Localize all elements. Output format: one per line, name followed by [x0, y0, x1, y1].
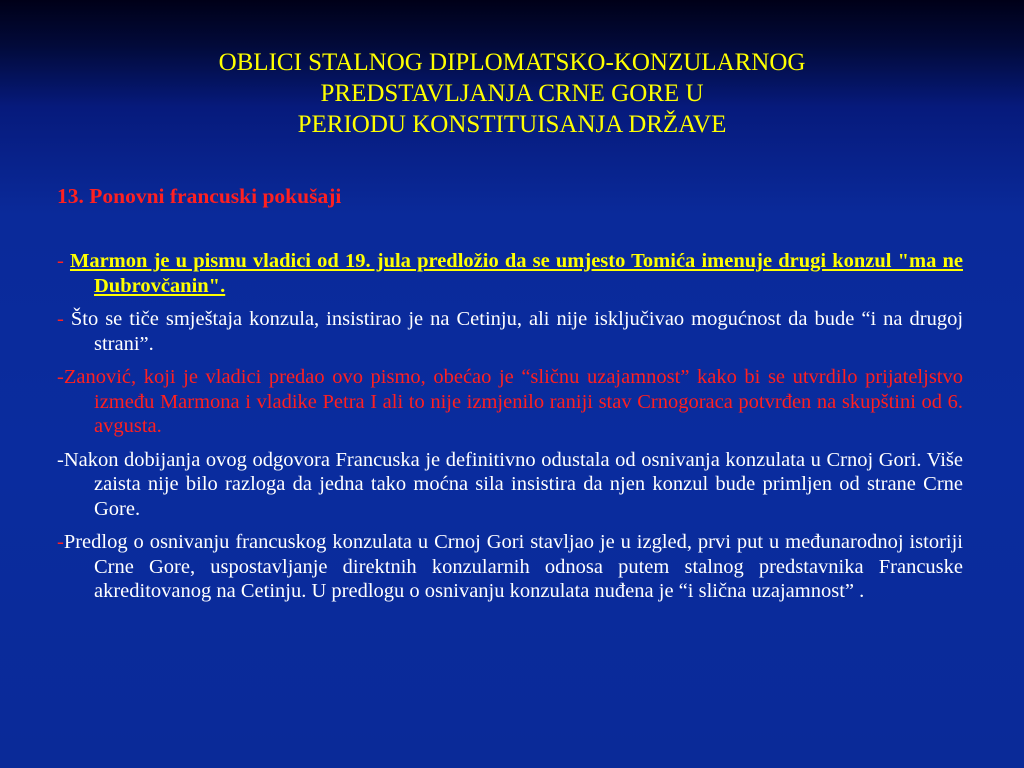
- paragraph-text: Zanović, koji je vladici predao ovo pismo, obećao je “sličnu uzajamnost” kako bi se utvrdilo prijateljstvo između Marmona i vladike Petra I ali to nije izmjenilo raniji stav Crnogoraca potvrđen na skupštini od 6. avgusta.: [63, 366, 963, 437]
- paragraph-text: Što se tiče smještaja konzula, insistirao je na Cetinju, ali nije isključivao mogućnost da bude “i na drugoj strani”.: [70, 308, 964, 355]
- paragraph-zanovic: [57, 365, 963, 439]
- paragraph-marmon: [57, 249, 963, 298]
- bullet-dash: -: [57, 250, 70, 272]
- paragraph-predlog: [57, 530, 963, 604]
- paragraph-text: Nakon dobijanja ovog odgovora Francuska je definitivno odustala od osnivanja konzulata u Crnoj Gori. Više zaista nije bilo razloga da jedna tako moćna sila insistira da njen konzul bude primljen od strane Crne Gore.: [63, 448, 963, 520]
- bullet-dash: -: [57, 366, 64, 388]
- bullet-dash: -: [57, 531, 64, 553]
- bullet-dash: -: [57, 448, 64, 471]
- title-line: PREDSTAVLJANJA CRNE GORE U: [320, 80, 704, 107]
- section-heading: 13. Ponovni francuski pokušaji: [57, 184, 342, 208]
- slide-title: [60, 47, 964, 140]
- title-line: OBLICI STALNOG DIPLOMATSKO-KONZULARNOG: [218, 49, 806, 76]
- title-line: PERIODU KONSTITUISANJA DRŽAVE: [297, 111, 727, 138]
- slide-body: [57, 249, 963, 613]
- paragraph-smjestaj: [57, 307, 963, 356]
- paragraph-text: Predlog o osnivanju francuskog konzulata u Crnoj Gori stavljao je u izgled, prvi put u međunarodnoj istoriji Crne Gore, uspostavljanje direktnih konzularnih odnosa putem stalnog predstavnika Francuske akreditovanog na Cetinju. U predlogu o osnivanju konzulata nuđena je “i slična uzajamnost” .: [63, 531, 963, 602]
- paragraph-nakon: [57, 448, 963, 522]
- paragraph-text: Marmon je u pismu vladici od 19. jula predložio da se umjesto Tomića imenuje drugi konzul "ma ne Dubrovčanin".: [69, 250, 963, 297]
- bullet-dash: -: [57, 308, 71, 330]
